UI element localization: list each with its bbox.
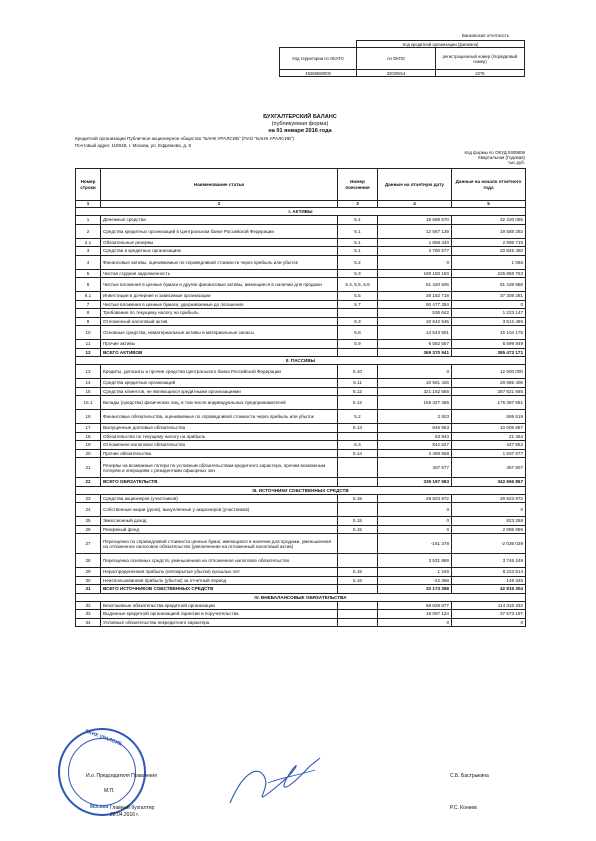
table-row — [76, 554, 526, 568]
reporting-date-value: 12 567 139 — [378, 224, 452, 238]
column-number: 3 — [338, 201, 378, 208]
year-start-value: 37 573 197 — [452, 610, 526, 619]
row-number: 26 — [76, 525, 101, 534]
table-row — [76, 255, 526, 269]
okpo-value: 32020814 — [357, 70, 436, 77]
item-name: ВСЕГО ОБЯЗАТЕЛЬСТВ — [101, 478, 338, 487]
item-name: Средства в кредитных организациях — [101, 247, 338, 256]
note-number: 5.8 — [338, 326, 378, 340]
signature-date: 28.04.2016 г. — [110, 812, 140, 818]
year-start-value: 427 552 — [452, 441, 526, 450]
item-name: Средства клиентов, не являющихся кредитными организациями — [101, 387, 338, 396]
title-line-3: на 01 января 2016 года — [268, 127, 332, 134]
reporting-date-value: 0 — [378, 517, 452, 526]
row-number: 2 — [76, 224, 101, 238]
col-header-reporting-date: Данные на отчетную дату — [378, 169, 452, 201]
table-row — [76, 278, 526, 292]
row-number: 12 — [76, 348, 101, 357]
reg-value: 2275 — [435, 70, 524, 77]
year-start-value: 225 858 753 — [452, 269, 526, 278]
row-number: 25 — [76, 517, 101, 526]
section-title: III. ИСТОЧНИКИ СОБСТВЕННЫХ СРЕДСТВ — [76, 486, 526, 494]
year-start-value: 10 005 687 — [452, 424, 526, 433]
reporting-date-value: -22 368 — [378, 576, 452, 585]
accountant-label: Главный бухгалтер — [110, 805, 155, 811]
row-number: 15 — [76, 387, 101, 396]
row-number: 8 — [76, 309, 101, 318]
note-number: 6.3 — [338, 441, 378, 450]
table-row — [76, 458, 526, 478]
note-number: 5.1 — [338, 216, 378, 225]
item-name: Средства кредитных организаций в Центральном банке Российской Федерации — [101, 224, 338, 238]
note-number: 6.3 — [338, 317, 378, 326]
reporting-date-value: 842 627 — [378, 441, 452, 450]
note-number: 5.15 — [338, 517, 378, 526]
reporting-date-value: 51 420 506 — [378, 278, 452, 292]
table-row — [76, 238, 526, 247]
table-row — [76, 216, 526, 225]
note-number: 5.12 — [338, 387, 378, 396]
year-start-value: 287 821 665 — [452, 387, 526, 396]
reporting-date-value: 321 182 566 — [378, 387, 452, 396]
table-row — [76, 618, 526, 627]
item-name: Финансовые активы, оцениваемые по справедливой стоимости через прибыль или убыток — [101, 255, 338, 269]
note-number: 5.1 — [338, 247, 378, 256]
year-start-value: 3 746 248 — [452, 554, 526, 568]
reporting-date-value: 165 327 496 — [378, 396, 452, 410]
item-name: Кредиты, депозиты и прочие средства Центрального банка Российской Федерации — [101, 365, 338, 379]
table-row — [76, 269, 526, 278]
accountant-name: Р.С. Конеев — [450, 805, 477, 811]
year-start-value: 15 104 175 — [452, 326, 526, 340]
reporting-date-value: 10 642 545 — [378, 317, 452, 326]
reporting-date-value: 19 689 570 — [378, 216, 452, 225]
reporting-date-value: 646 953 — [378, 424, 452, 433]
year-start-value: 3 512 486 — [452, 317, 526, 326]
year-start-value: 1 066 — [452, 255, 526, 269]
reporting-date-value: 1 246 — [378, 568, 452, 577]
row-number: 24 — [76, 503, 101, 517]
note-number — [338, 618, 378, 627]
column-number: 5 — [452, 201, 526, 208]
row-number: 30 — [76, 576, 101, 585]
note-number — [338, 554, 378, 568]
item-name: Выпущенные долговые обязательства — [101, 424, 338, 433]
col-header-year-start: Данные на начало отчетного года — [452, 169, 526, 201]
row-number: 23 — [76, 494, 101, 503]
total-row — [76, 478, 526, 487]
item-name: Условные обязательства некредитного характера — [101, 618, 338, 627]
table-row — [76, 387, 526, 396]
table-row — [76, 326, 526, 340]
year-start-value: -2 036 039 — [452, 534, 526, 554]
reporting-date-value: 369 370 941 — [378, 348, 452, 357]
item-name: Резервы на возможные потери по условным обязательствам кредитного характера, прочим возможным потерям и операциям с резидентами офшорных зон — [101, 458, 338, 478]
note-number — [338, 503, 378, 517]
reporting-date-value: 3 531 886 — [378, 554, 452, 568]
row-number: 3 — [76, 247, 101, 256]
item-name: Нераспределенная прибыль (непокрытые убытки) прошлых лет — [101, 568, 338, 577]
note-number: 5.7 — [338, 300, 378, 309]
year-start-value: 29 823 972 — [452, 494, 526, 503]
section-title: II. ПАССИВЫ — [76, 357, 526, 365]
row-number: 7 — [76, 300, 101, 309]
item-name: Отложенное налоговое обязательство — [101, 441, 338, 450]
col-header-item-name: Наименование статьи — [101, 169, 338, 201]
balance-table — [75, 168, 526, 627]
item-name: Требование по текущему налогу на прибыль — [101, 309, 338, 318]
year-start-value: 149 345 — [452, 576, 526, 585]
note-number: 5.2 — [338, 410, 378, 424]
stamp-bank-name: БАНК УРАЛСИБ — [84, 728, 123, 748]
table-body — [76, 208, 526, 627]
reporting-date-value: 0 — [378, 618, 452, 627]
note-number — [338, 432, 378, 441]
item-name: Переоценка по справедливой стоимости ценных бумаг, имеющихся в наличии для продажи, уменьшенная на отложенное налоговое обязательство (увеличенная на отложенный налоговый актив) — [101, 534, 338, 554]
chair-label: И.о. Председателя Правления — [86, 773, 157, 779]
note-number — [338, 534, 378, 554]
note-number — [338, 348, 378, 357]
section-title: I. АКТИВЫ — [76, 208, 526, 216]
note-number: 5.3 — [338, 269, 378, 278]
table-row — [76, 494, 526, 503]
note-number: 5.15 — [338, 494, 378, 503]
item-name: Прочие обязательства — [101, 449, 338, 458]
year-start-value: 5 699 849 — [452, 340, 526, 349]
table-row — [76, 410, 526, 424]
year-start-value: 61 439 888 — [452, 278, 526, 292]
reporting-date-value: 407 577 — [378, 458, 452, 478]
row-number: 19 — [76, 441, 101, 450]
reporting-date-value: 190 150 150 — [378, 269, 452, 278]
item-name: Эмиссионный доход — [101, 517, 338, 526]
year-start-value: 385 473 171 — [452, 348, 526, 357]
row-number: 33 — [76, 610, 101, 619]
form-period: Квартальная (Годовая) — [478, 155, 525, 160]
reporting-date-value: 63 943 — [378, 432, 452, 441]
table-row — [76, 610, 526, 619]
reporting-date-value: 29 823 972 — [378, 494, 452, 503]
row-number: 28 — [76, 554, 101, 568]
section-header-row — [76, 208, 526, 216]
row-number: 4 — [76, 255, 101, 269]
year-start-value: 823 268 — [452, 517, 526, 526]
reporting-date-value: 336 197 583 — [378, 478, 452, 487]
bank-reporting-label: Банковская отчетность — [462, 33, 510, 38]
table-row — [76, 379, 526, 388]
item-name: Чистые вложения в ценные бумаги, удерживаемые до погашения — [101, 300, 338, 309]
col-header-note-number: Номер пояснения — [338, 169, 378, 201]
row-number: 1 — [76, 216, 101, 225]
note-number: 5.15 — [338, 525, 378, 534]
chair-name: С.Б. Бастрыкина — [450, 773, 489, 779]
table-row — [76, 224, 526, 238]
row-number: 17 — [76, 424, 101, 433]
year-start-value: 42 816 304 — [452, 585, 526, 594]
table-row — [76, 503, 526, 517]
table-row — [76, 432, 526, 441]
bank-stamp-inner-ring — [68, 738, 136, 806]
reporting-date-value: 0 — [378, 255, 452, 269]
org-address: Почтовый адрес 119048, г. Москва, ул. Ефремова, д. 8 — [75, 143, 192, 148]
row-number: 18 — [76, 432, 101, 441]
row-number: 11 — [76, 340, 101, 349]
note-number: 5.9 — [338, 340, 378, 349]
table-row — [76, 309, 526, 318]
row-number: 27 — [76, 534, 101, 554]
table-row — [76, 292, 526, 301]
table-row — [76, 317, 526, 326]
table-row — [76, 449, 526, 458]
year-start-value: 1 223 147 — [452, 309, 526, 318]
stamp-city: Москва — [90, 804, 109, 810]
section-header-row — [76, 593, 526, 601]
note-number: 5.14 — [338, 449, 378, 458]
column-number: 2 — [101, 201, 338, 208]
org-name: Кредитной организации Публичное акционерное общество "БАНК УРАЛСИБ" (ПАО "БАНК УРАЛСИБ") — [75, 136, 295, 141]
note-number: 5.10 — [338, 365, 378, 379]
row-number: 22 — [76, 478, 101, 487]
year-start-value: 2 085 996 — [452, 525, 526, 534]
reporting-date-value: 10 561 426 — [378, 379, 452, 388]
column-number: 1 — [76, 201, 101, 208]
row-number: 6.1 — [76, 292, 101, 301]
table-row — [76, 601, 526, 610]
year-start-value: 457 807 — [452, 458, 526, 478]
item-name: Резервный фонд — [101, 525, 338, 534]
item-name: Чистая ссудная задолженность — [101, 269, 338, 278]
item-name: Инвестиции в дочерние и зависимые организации — [101, 292, 338, 301]
table-row — [76, 247, 526, 256]
reporting-date-value: 28 182 718 — [378, 292, 452, 301]
table-row — [76, 534, 526, 554]
reporting-date-value: 68 828 877 — [378, 601, 452, 610]
item-name: ВСЕГО ИСТОЧНИКОВ СОБСТВЕННЫХ СРЕДСТВ — [101, 585, 338, 594]
year-start-value: 12 500 000 — [452, 365, 526, 379]
item-name: Неиспользованная прибыль (убыток) за отчетный период — [101, 576, 338, 585]
row-number: 32 — [76, 601, 101, 610]
reporting-date-value: 0 — [378, 503, 452, 517]
item-name: Средства акционеров (участников) — [101, 494, 338, 503]
reporting-date-value: 2 489 668 — [378, 449, 452, 458]
note-number — [338, 601, 378, 610]
note-number — [338, 610, 378, 619]
reporting-date-value: 536 642 — [378, 309, 452, 318]
row-number: 16 — [76, 410, 101, 424]
item-name: Переоценка основных средств, уменьшенная на отложенное налоговое обязательство — [101, 554, 338, 568]
year-start-value: 2 896 715 — [452, 238, 526, 247]
year-start-value: 1 937 677 — [452, 449, 526, 458]
item-name: Обязательство по текущему налогу на прибыль — [101, 432, 338, 441]
note-number: 5.2 — [338, 255, 378, 269]
chair-signature — [220, 748, 330, 814]
table-row — [76, 441, 526, 450]
reporting-date-value: 2 823 — [378, 410, 452, 424]
item-name: Денежные средства — [101, 216, 338, 225]
row-number: 15.1 — [76, 396, 101, 410]
note-number — [338, 478, 378, 487]
reporting-date-value: -161 378 — [378, 534, 452, 554]
column-number: 4 — [378, 201, 452, 208]
total-row — [76, 348, 526, 357]
note-number: 5.15 — [338, 576, 378, 585]
year-start-value: 32 220 065 — [452, 216, 526, 225]
total-row — [76, 585, 526, 594]
reporting-date-value: 33 173 358 — [378, 585, 452, 594]
row-number: 14 — [76, 379, 101, 388]
note-number: 5.13 — [338, 424, 378, 433]
codes-caption: Код кредитной организации (филиала) — [357, 41, 525, 48]
item-name: Прочие активы — [101, 340, 338, 349]
item-name: Чистые вложения в ценные бумаги и другие финансовые активы, имеющиеся в наличии для продажи — [101, 278, 338, 292]
form-units: тыс.руб. — [508, 160, 525, 165]
item-name: Вклады (средства) физических лиц, в том числе индивидуальных предпринимателей — [101, 396, 338, 410]
column-numbers-row — [76, 201, 526, 208]
reporting-date-value: 14 543 901 — [378, 326, 452, 340]
table-row — [76, 424, 526, 433]
year-start-value: 21 454 — [452, 432, 526, 441]
item-name: Финансовые обязательства, оцениваемые по справедливой стоимости через прибыль или убыток — [101, 410, 338, 424]
row-number: 34 — [76, 618, 101, 627]
row-number: 20 — [76, 449, 101, 458]
year-start-value: 28 885 406 — [452, 379, 526, 388]
reporting-date-value: 6 582 557 — [378, 340, 452, 349]
reporting-date-value: 1 658 440 — [378, 238, 452, 247]
note-number: 5.15 — [338, 568, 378, 577]
note-number: 5.1 — [338, 224, 378, 238]
note-number: 5.12 — [338, 396, 378, 410]
year-start-value: 19 588 292 — [452, 224, 526, 238]
year-start-value: 0 — [452, 618, 526, 627]
codes-table — [279, 40, 525, 77]
note-number — [338, 309, 378, 318]
section-title: IV. ВНЕБАЛАНСОВЫЕ ОБЯЗАТЕЛЬСТВА — [76, 593, 526, 601]
year-start-value: 0 — [452, 503, 526, 517]
reporting-date-value: 0 — [378, 525, 452, 534]
title-line-1: БУХГАЛТЕРСКИЙ БАЛАНС — [263, 114, 337, 120]
item-name: Отложенный налоговый актив — [101, 317, 338, 326]
year-start-value: 175 387 581 — [452, 396, 526, 410]
item-name: Собственные акции (доли), выкупленные у акционеров (участников) — [101, 503, 338, 517]
year-start-value: 37 308 281 — [452, 292, 526, 301]
stamp-place-mp: М.П. — [104, 788, 115, 794]
item-name: Выданные кредитной организацией гарантии и поручительства — [101, 610, 338, 619]
territory-value: 45286580000 — [280, 70, 357, 77]
table-row — [76, 365, 526, 379]
row-number: 31 — [76, 585, 101, 594]
table-row — [76, 525, 526, 534]
row-number: 9 — [76, 317, 101, 326]
year-start-value: 342 656 867 — [452, 478, 526, 487]
row-number: 29 — [76, 568, 101, 577]
form-code: Код формы по ОКУД 0409806 — [464, 150, 525, 155]
title-line-2: (публикуемая форма) — [271, 120, 329, 127]
section-header-row — [76, 357, 526, 365]
item-name: Безотзывные обязательства кредитной организации — [101, 601, 338, 610]
reporting-date-value: 60 477 354 — [378, 300, 452, 309]
note-number: 5.1 — [338, 238, 378, 247]
table-row — [76, 517, 526, 526]
year-start-value: 599 619 — [452, 410, 526, 424]
year-start-value: 8 223 514 — [452, 568, 526, 577]
year-start-value: 114 316 332 — [452, 601, 526, 610]
row-number: 10 — [76, 326, 101, 340]
reporting-date-value: 18 057 124 — [378, 610, 452, 619]
territory-col-header: Код территории по ОКАТО — [280, 48, 357, 70]
row-number: 2.1 — [76, 238, 101, 247]
row-number: 21 — [76, 458, 101, 478]
section-header-row — [76, 486, 526, 494]
row-number: 6 — [76, 278, 101, 292]
reporting-date-value: 0 — [378, 365, 452, 379]
year-start-value: 0 — [452, 300, 526, 309]
item-name: ВСЕГО АКТИВОВ — [101, 348, 338, 357]
okpo-col-header: по ОКПО — [357, 48, 436, 70]
item-name: Основные средства, нематериальные активы и материальные запасы — [101, 326, 338, 340]
note-number — [338, 585, 378, 594]
reporting-date-value: 2 760 577 — [378, 247, 452, 256]
table-row — [76, 300, 526, 309]
reg-col-header: регистрационный номер (/порядковый номер) — [435, 48, 524, 70]
row-number: 5 — [76, 269, 101, 278]
table-row — [76, 576, 526, 585]
note-number — [338, 458, 378, 478]
row-number: 13 — [76, 365, 101, 379]
table-row — [76, 568, 526, 577]
col-header-row-number: Номер строки — [76, 169, 101, 201]
table-row — [76, 340, 526, 349]
table-row — [76, 396, 526, 410]
document-title — [200, 114, 400, 135]
note-number: 5.11 — [338, 379, 378, 388]
year-start-value: 20 845 450 — [452, 247, 526, 256]
item-name: Средства кредитных организаций — [101, 379, 338, 388]
note-number: 5.5 — [338, 292, 378, 301]
table-header-row — [76, 169, 526, 201]
item-name: Обязательные резервы — [101, 238, 338, 247]
note-number: 5.4, 5.5, 5.6 — [338, 278, 378, 292]
